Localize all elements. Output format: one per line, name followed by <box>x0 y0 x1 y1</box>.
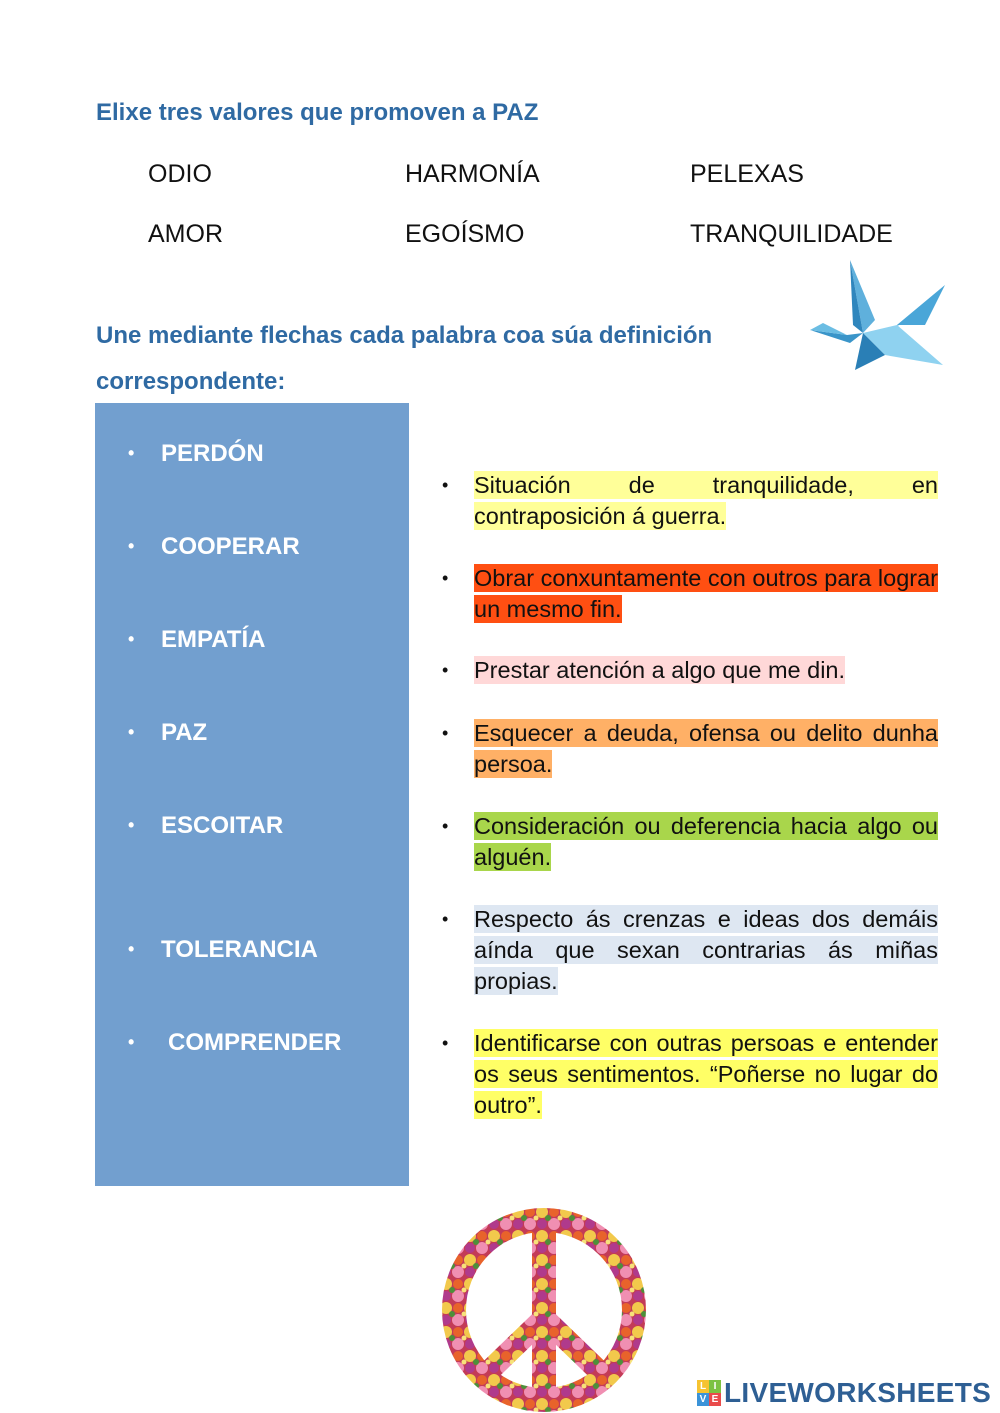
definition-text: Obrar conxuntamente con outros para lograr un mesmo fin. <box>474 565 938 622</box>
term-label: COMPRENDER <box>168 1029 342 1056</box>
definition-text: Consideración ou deferencia hacia algo ou alguén. <box>474 813 938 870</box>
bullet: • <box>128 629 135 649</box>
definition-1[interactable] <box>442 470 938 532</box>
flower-peace-sign-icon <box>440 1206 648 1413</box>
liveworksheets-logo-icon <box>697 1380 721 1406</box>
term-comprender[interactable] <box>128 1029 341 1057</box>
definition-text: Situación de tranquilidade, en contraposición á guerra. <box>474 472 938 529</box>
value-option-amor[interactable]: AMOR <box>148 220 223 248</box>
bullet: • <box>128 536 135 556</box>
term-escoitar[interactable] <box>128 812 283 840</box>
definition-text: Prestar atención a algo que me din. <box>474 657 846 683</box>
value-option-harmonia[interactable]: HARMONÍA <box>405 160 540 188</box>
logo-letter: E <box>709 1393 721 1406</box>
definition-text: Identificarse con outras persoas e entender os seus sentimentos. “Poñerse no lugar do outro”. <box>474 1030 938 1118</box>
bullet: • <box>128 1032 135 1052</box>
origami-crane-icon <box>805 255 955 375</box>
term-perdon[interactable] <box>128 440 264 468</box>
term-label: TOLERANCIA <box>161 936 318 963</box>
definition-5[interactable] <box>442 811 938 873</box>
term-label: PERDÓN <box>161 440 264 467</box>
logo-letter: L <box>697 1380 709 1393</box>
logo-letter: V <box>697 1393 709 1406</box>
bullet: • <box>128 939 135 959</box>
definition-4[interactable] <box>442 718 938 780</box>
definition-2[interactable] <box>442 563 938 625</box>
bullet: • <box>442 568 449 588</box>
value-option-egoismo[interactable]: EGOÍSMO <box>405 220 525 248</box>
term-label: PAZ <box>161 719 208 746</box>
bullet: • <box>442 723 449 743</box>
term-label: EMPATÍA <box>161 626 266 653</box>
bullet: • <box>442 1033 449 1053</box>
liveworksheets-logo <box>697 1376 991 1410</box>
bullet: • <box>128 815 135 835</box>
bullet: • <box>442 909 449 929</box>
term-empatia[interactable] <box>128 626 265 654</box>
value-option-tranquilidade[interactable]: TRANQUILIDADE <box>690 220 893 248</box>
definition-7[interactable] <box>442 1028 938 1121</box>
definition-3[interactable] <box>442 655 938 686</box>
bullet: • <box>442 816 449 836</box>
term-paz[interactable] <box>128 719 207 747</box>
logo-letter: I <box>709 1380 721 1393</box>
term-label: ESCOITAR <box>161 812 284 839</box>
value-option-odio[interactable]: ODIO <box>148 160 212 188</box>
liveworksheets-logo-text: LIVEWORKSHEETS <box>724 1377 992 1408</box>
definition-text: Esquecer a deuda, ofensa ou delito dunha persoa. <box>474 720 938 777</box>
definition-6[interactable] <box>442 904 938 997</box>
value-option-pelexas[interactable]: PELEXAS <box>690 160 804 188</box>
bullet: • <box>442 660 449 680</box>
bullet: • <box>128 722 135 742</box>
matching-instructions-title: Une mediante flechas cada palabra coa súa definición correspondente: <box>96 322 713 395</box>
definition-text: Respecto ás crenzas e ideas dos demáis aínda que sexan contrarias ás miñas propias. <box>474 906 938 994</box>
term-cooperar[interactable] <box>128 533 300 561</box>
term-label: COOPERAR <box>161 533 300 560</box>
terms-panel <box>95 403 409 1186</box>
bullet: • <box>442 475 449 495</box>
term-tolerancia[interactable] <box>128 936 318 964</box>
values-question-title: Elixe tres valores que promoven a PAZ <box>96 99 539 126</box>
bullet: • <box>128 443 135 463</box>
